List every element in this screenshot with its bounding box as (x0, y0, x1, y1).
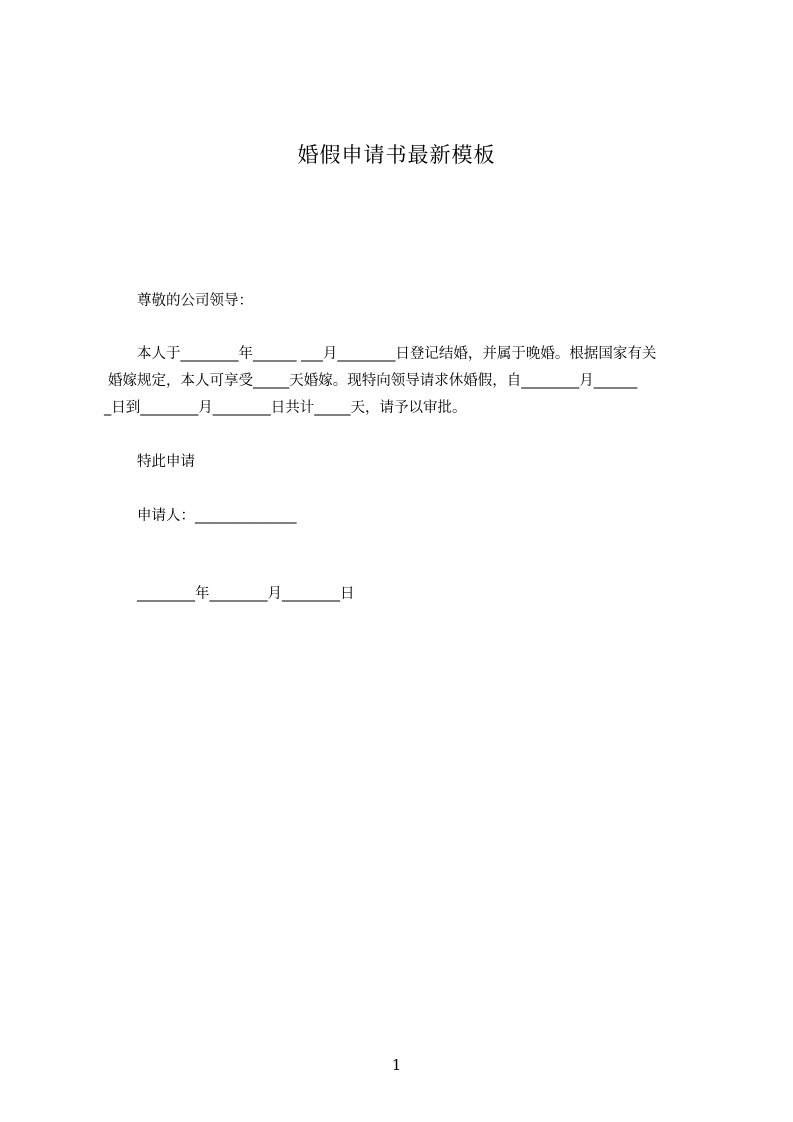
closing-text: 特此申请 (137, 454, 195, 470)
body-paragraph-line-1: 本人于________年______ ___月________日登记结婚，并属于晚婚。根据国家有关 (137, 346, 657, 362)
date-line: ________年________月________日 (137, 586, 355, 602)
page-number: 1 (391, 1056, 402, 1074)
body-paragraph-line-2: 婚嫁规定，本人可享受_____天婚嫁。现特向领导请求休婚假，自________月______ (108, 373, 638, 389)
salutation-text: 尊敬的公司领导： (137, 293, 253, 309)
body-paragraph-line-3: _日到________月________日共计_____天，请予以审批。 (104, 400, 467, 416)
document-title: 婚假申请书最新模板 (297, 143, 496, 167)
applicant-signature-line: 申请人：______________ (137, 508, 297, 524)
